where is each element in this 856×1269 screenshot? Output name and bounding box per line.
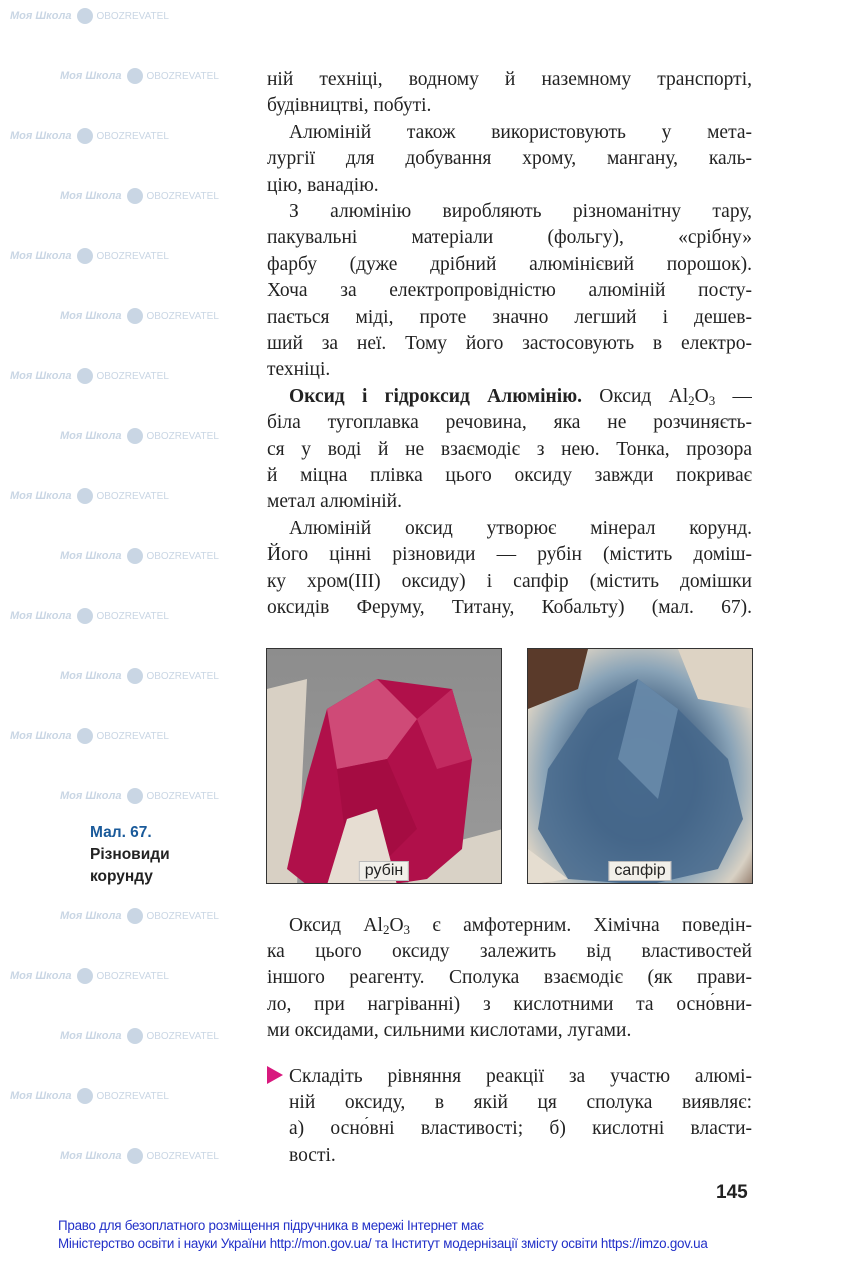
ruby-label: рубін: [359, 861, 409, 881]
watermark-brand: OBOZREVATEL: [146, 910, 219, 922]
watermark-brand: OBOZREVATEL: [96, 250, 169, 262]
figure-number: Мал. 67.: [90, 824, 152, 841]
text-segment: Хоча за електропровідністю алюміній посту-: [267, 280, 752, 302]
watermark-brand: OBOZREVATEL: [96, 490, 169, 502]
text-line: [267, 596, 752, 620]
watermark-logo-icon: [127, 68, 143, 84]
sapphire-label: сапфір: [608, 861, 671, 881]
watermark-brand: OBOZREVATEL: [96, 970, 169, 982]
watermark-brand: Моя Школа: [60, 909, 122, 922]
footer-line2: Міністерство освіти і науки України http://mon.gov.ua/ та Інститут модернізації змісту освіти https://imzo.gov.ua: [58, 1236, 708, 1251]
watermark-brand: Моя Школа: [60, 669, 122, 682]
subscript: 3: [403, 922, 411, 937]
text-segment: ній оксиду, в якій ця сполука виявляє:: [289, 1092, 752, 1114]
watermark-logo-icon: [127, 668, 143, 684]
text-line: [267, 517, 752, 541]
text-segment: а) осно́вні властивості; б) кислотні власти-: [289, 1118, 752, 1140]
text-segment: Складіть рівняння реакції за участю алюмі-: [289, 1066, 752, 1087]
task-triangle-icon: [267, 1066, 283, 1084]
watermark: [60, 788, 219, 804]
watermark-brand: OBOZREVATEL: [146, 430, 219, 442]
figure-caption-line1: Різновиди: [90, 846, 170, 863]
text-line: [289, 1065, 752, 1089]
text-segment: З алюмінію виробляють різноманітну тару,: [289, 201, 752, 222]
watermark-brand: OBOZREVATEL: [96, 610, 169, 622]
watermark-brand: OBOZREVATEL: [146, 790, 219, 802]
watermark-logo-icon: [77, 968, 93, 984]
watermark-brand: OBOZREVATEL: [96, 10, 169, 22]
watermark-logo-icon: [127, 1028, 143, 1044]
watermark-brand: Моя Школа: [60, 789, 122, 802]
text-segment: вості.: [289, 1144, 336, 1166]
subscript: 2: [688, 392, 695, 408]
text-line: [267, 940, 752, 964]
text-line: [267, 490, 752, 514]
text-segment: ми оксидами, сильними кислотами, лугами.: [267, 1019, 632, 1041]
text-segment: Алюміній також використовують у мета-: [289, 121, 752, 143]
watermark-brand: OBOZREVATEL: [146, 550, 219, 562]
watermark-logo-icon: [127, 548, 143, 564]
watermark: [60, 68, 219, 84]
text-segment: є амфотерним. Хімічна поведін-: [410, 915, 752, 936]
watermark-brand: Моя Школа: [10, 489, 72, 502]
text-segment: оксидів Феруму, Титану, Кобальту) (мал. 67).: [267, 597, 752, 618]
watermark: [10, 368, 169, 384]
text-line: [267, 411, 752, 435]
sapphire-photo: [527, 648, 753, 884]
text-line: [289, 1144, 752, 1168]
text-line: [267, 253, 752, 277]
section-heading: Оксид і гідроксид Алюмінію.: [289, 385, 582, 407]
text-line: [267, 226, 752, 250]
text-line: [267, 993, 752, 1017]
text-segment: лургії для добування хрому, мангану, каль-: [267, 148, 752, 170]
text-line: [267, 966, 752, 990]
watermark: [60, 1148, 219, 1164]
watermark-brand: OBOZREVATEL: [146, 1030, 219, 1042]
watermark-brand: Моя Школа: [60, 549, 122, 562]
text-line: [267, 306, 752, 330]
text-segment: біла тугоплавка речовина, яка не розчиняєть-: [267, 412, 752, 434]
text-segment: й міцна плівка цього оксиду завжди покриває: [267, 465, 752, 486]
watermark: [60, 428, 219, 444]
watermark-brand: Моя Школа: [10, 369, 72, 382]
watermark-logo-icon: [77, 8, 93, 24]
watermark-logo-icon: [77, 248, 93, 264]
text-segment: іншого реагенту. Сполука взаємодіє (як прави-: [267, 967, 752, 989]
text-line: [289, 1117, 752, 1141]
watermark-logo-icon: [77, 608, 93, 624]
subscript: 2: [382, 922, 390, 937]
text-segment: Оксид Al: [289, 915, 383, 936]
watermark-brand: Моя Школа: [60, 189, 122, 202]
text-segment: ший за неї. Тому його застосовують в електро-: [267, 333, 752, 354]
watermark-logo-icon: [127, 188, 143, 204]
text-segment: ка цього оксиду залежить від властивостей: [267, 941, 752, 963]
watermark-brand: Моя Школа: [10, 9, 72, 22]
text-segment: O: [694, 385, 709, 407]
text-line: [267, 174, 752, 198]
watermark-logo-icon: [77, 728, 93, 744]
watermark-brand: Моя Школа: [10, 609, 72, 622]
watermark-logo-icon: [77, 368, 93, 384]
watermark-logo-icon: [127, 908, 143, 924]
watermark-logo-icon: [127, 1148, 143, 1164]
watermark-brand: OBOZREVATEL: [96, 730, 169, 742]
watermark: [10, 128, 169, 144]
watermark-brand: OBOZREVATEL: [146, 1150, 219, 1162]
text-line: [267, 438, 752, 462]
watermark: [10, 728, 169, 744]
text-segment: Його цінні різновиди — рубін (містить доміш-: [267, 544, 752, 566]
text-segment: цію, ванадію.: [267, 174, 379, 196]
watermark-brand: Моя Школа: [10, 969, 72, 982]
text-line: [267, 121, 752, 145]
sapphire-crystal-illustration: [528, 649, 753, 884]
text-line: [267, 543, 752, 567]
footer-line1: Право для безоплатного розміщення підручника в мережі Інтернет має: [58, 1218, 484, 1233]
watermark: [60, 548, 219, 564]
text-segment: ку хром(III) оксиду) і сапфір (містить домішки: [267, 570, 752, 592]
text-segment: Алюміній оксид утворює мінерал корунд.: [289, 517, 752, 539]
watermark: [60, 908, 219, 924]
text-segment: пається міді, проте значно легший і дешев-: [267, 306, 752, 328]
watermark-brand: Моя Школа: [10, 129, 72, 142]
figure-caption-line2: корунду: [90, 868, 153, 885]
text-segment: —: [715, 385, 752, 407]
watermark-logo-icon: [127, 428, 143, 444]
text-segment: O: [389, 915, 404, 936]
text-line: [267, 332, 752, 356]
watermark: [60, 668, 219, 684]
text-segment: ло, при нагріванні) з кислотними та осно́вни-: [267, 993, 752, 1015]
text-segment: ній техніці, водному й наземному транспорті,: [267, 69, 752, 90]
watermark-brand: Моя Школа: [60, 1029, 122, 1042]
text-segment: будівництві, побуті.: [267, 95, 432, 117]
text-line: [267, 279, 752, 303]
text-line: [289, 1091, 752, 1115]
text-segment: фарбу (дуже дрібний алюмінієвий порошок).: [267, 253, 752, 275]
watermark-brand: Моя Школа: [60, 309, 122, 322]
watermark: [10, 488, 169, 504]
watermark-brand: Моя Школа: [60, 1149, 122, 1162]
text-line: [267, 914, 752, 938]
watermark-brand: Моя Школа: [60, 429, 122, 442]
ruby-photo: [266, 648, 502, 884]
text-segment: метал алюміній.: [267, 491, 402, 513]
text-line: [267, 1019, 752, 1043]
page-number: 145: [716, 1182, 748, 1203]
watermark-logo-icon: [77, 128, 93, 144]
watermark-brand: Моя Школа: [10, 249, 72, 262]
text-segment: техніці.: [267, 359, 331, 381]
watermark-brand: Моя Школа: [10, 1089, 72, 1102]
text-line: [267, 94, 752, 118]
watermark: [10, 8, 169, 24]
text-line: [267, 358, 752, 382]
watermark-brand: OBOZREVATEL: [96, 370, 169, 382]
watermark: [10, 1088, 169, 1104]
watermark-brand: Моя Школа: [10, 729, 72, 742]
text-line: [267, 147, 752, 171]
watermark-logo-icon: [127, 788, 143, 804]
text-line: [267, 200, 752, 224]
watermark: [60, 1028, 219, 1044]
text-segment: пакувальні матеріали (фольгу), «срібну»: [267, 227, 752, 249]
ruby-crystal-illustration: [267, 649, 502, 884]
watermark-brand: OBOZREVATEL: [96, 130, 169, 142]
watermark: [10, 608, 169, 624]
text-line: [267, 385, 752, 409]
watermark-logo-icon: [77, 488, 93, 504]
text-segment: ся у воді й не взаємодіє з нею. Тонка, прозора: [267, 438, 752, 460]
watermark-brand: OBOZREVATEL: [146, 70, 219, 82]
text-line: [267, 464, 752, 488]
watermark: [10, 968, 169, 984]
watermark-brand: Моя Школа: [60, 69, 122, 82]
watermark-brand: OBOZREVATEL: [146, 310, 219, 322]
text-line: [267, 570, 752, 594]
watermark-logo-icon: [127, 308, 143, 324]
subscript: 3: [708, 392, 716, 408]
watermark-brand: OBOZREVATEL: [146, 670, 219, 682]
watermark-brand: OBOZREVATEL: [146, 190, 219, 202]
text-segment: Оксид Al: [581, 385, 689, 407]
watermark-brand: OBOZREVATEL: [96, 1090, 169, 1102]
watermark: [60, 308, 219, 324]
watermark-logo-icon: [77, 1088, 93, 1104]
text-line: [267, 68, 752, 92]
watermark: [60, 188, 219, 204]
watermark: [10, 248, 169, 264]
